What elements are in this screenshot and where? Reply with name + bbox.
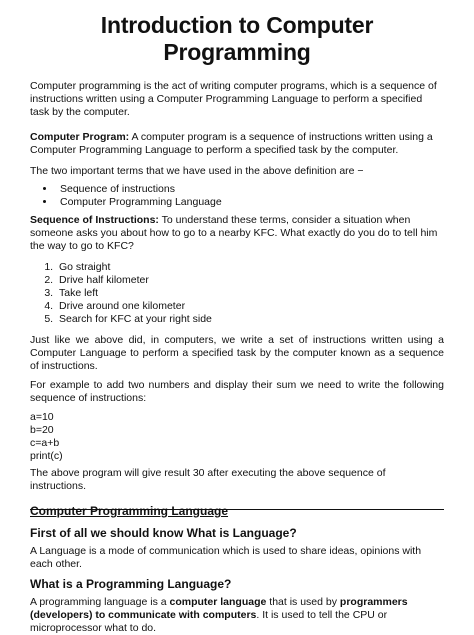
result-keyword: executing bbox=[231, 467, 277, 479]
sequence-term: Sequence of Instructions: bbox=[30, 214, 159, 226]
list-item: 4. Drive around one kilometer bbox=[56, 300, 444, 313]
result-text: The above program will give result 30 after bbox=[30, 467, 232, 479]
list-item: • Computer Programming Language bbox=[56, 196, 444, 209]
terms-intro: The two important terms that we have used in the above definition are − bbox=[30, 165, 364, 177]
steps-list bbox=[30, 261, 444, 326]
code-line: print(c) bbox=[30, 450, 63, 462]
result-text-end: the above sequence of instructions. bbox=[30, 467, 386, 492]
example-paragraph: For example to add two numbers and display their sum we need to write the following sequence of instructions: bbox=[30, 379, 444, 404]
list-item: • Sequence of instructions bbox=[56, 183, 444, 196]
answer-text: . It is used to tell the CPU or microprocessor what to do. bbox=[30, 609, 388, 634]
language-answer: A Language is a mode of communication which is used to share ideas, opinions with each other. bbox=[30, 545, 422, 570]
computer-program-definition bbox=[30, 131, 444, 157]
programming-language-heading: What is a Programming Language? bbox=[30, 577, 232, 591]
list-item: 1. Go straight bbox=[56, 261, 444, 274]
section-heading: Computer Programming Language bbox=[30, 504, 229, 518]
result-paragraph bbox=[30, 467, 444, 493]
answer-text: A programming language is a bbox=[30, 596, 170, 608]
terms-list bbox=[30, 183, 444, 209]
list-item: 2. Drive half kilometer bbox=[56, 274, 444, 287]
answer-text: that is used by bbox=[266, 596, 340, 608]
horizontal-divider bbox=[30, 509, 444, 510]
code-block bbox=[30, 411, 444, 463]
code-line: a=10 bbox=[30, 411, 54, 423]
code-line: b=20 bbox=[30, 424, 54, 436]
sequence-text: To understand these terms, consider a situation when someone asks you about how to go to a nearby KFC. What exactly do you do to tell him the way to go to KFC? bbox=[30, 214, 438, 252]
language-question-heading: First of all we should know What is Language? bbox=[30, 526, 297, 540]
intro-paragraph: Computer programming is the act of writing computer programs, which is a sequence of instructions written using a Computer Programming Language to perform a specified task by the computer. bbox=[30, 80, 437, 118]
list-item: 5. Search for KFC at your right side bbox=[56, 313, 444, 326]
page-title: Introduction to Computer Programming bbox=[100, 12, 374, 65]
definition-text: A computer program is a sequence of instructions written using a Computer Programming Language to perform a specified task by the computer. bbox=[30, 131, 433, 156]
programming-language-answer bbox=[30, 596, 444, 635]
definition-term: Computer Program: bbox=[30, 131, 130, 143]
code-line: c=a+b bbox=[30, 437, 60, 449]
computers-paragraph: Just like we above did, in computers, we write a set of instructions written using a Computer Language to perform a specified task by the computer known as a sequence of instructions. bbox=[30, 334, 444, 372]
answer-bold: programmers (developers) to communicate with computers bbox=[30, 596, 408, 621]
list-item: 3. Take left bbox=[56, 287, 444, 300]
sequence-paragraph bbox=[30, 214, 444, 253]
answer-bold: computer language bbox=[169, 596, 267, 608]
